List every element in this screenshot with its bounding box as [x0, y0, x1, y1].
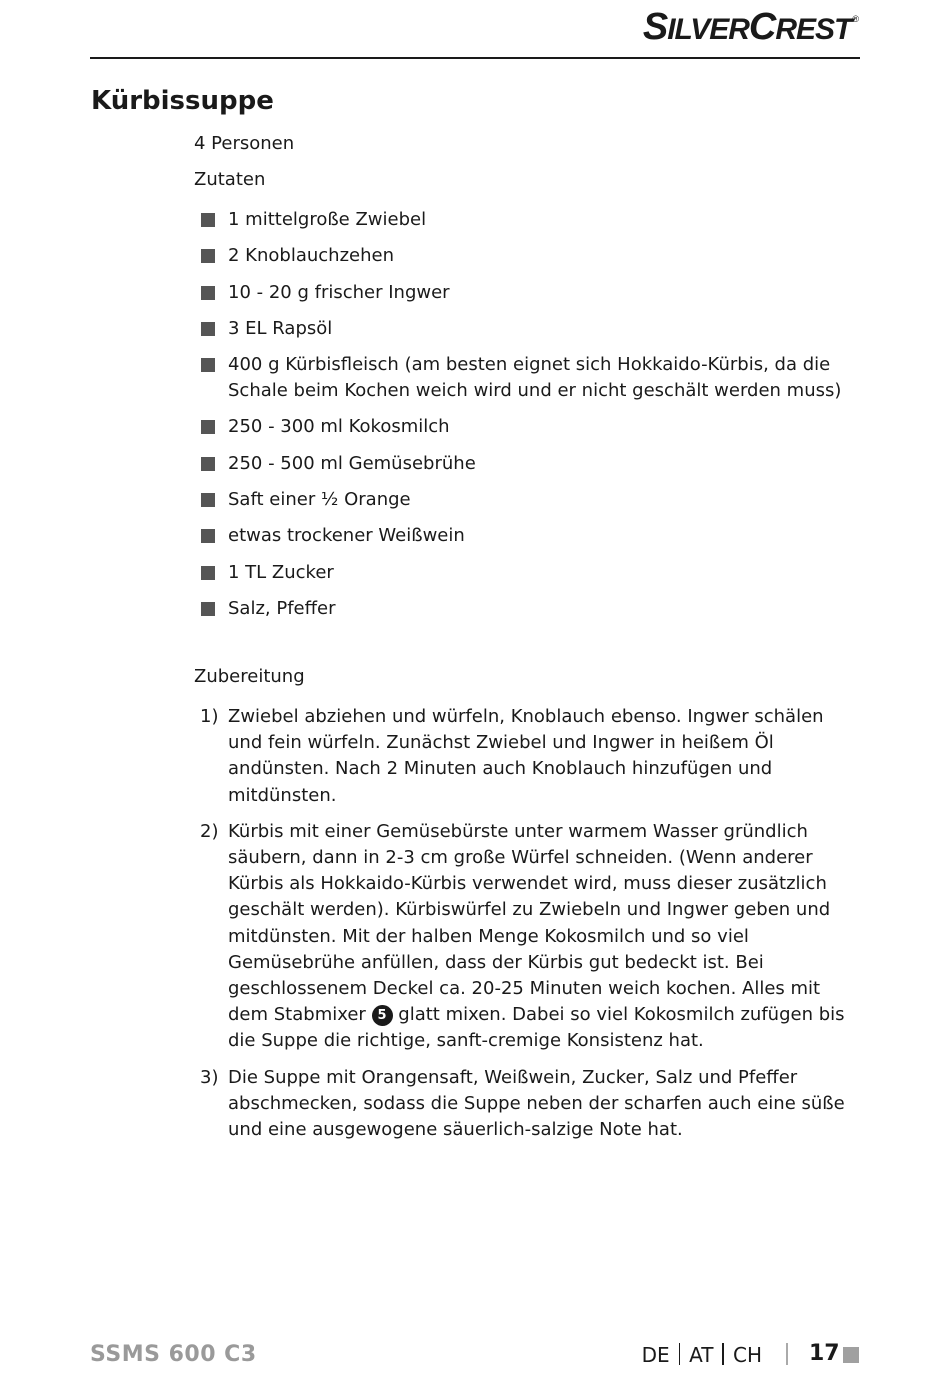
- preparation-heading: Zubereitung: [194, 666, 305, 687]
- ingredient-text: 10 - 20 g frischer Ingwer: [228, 281, 450, 303]
- registered-mark: ®: [852, 14, 858, 24]
- list-item: [194, 704, 860, 809]
- square-bullet-icon: [201, 493, 215, 507]
- step-number: 1): [200, 706, 219, 727]
- language-codes: [642, 1343, 762, 1367]
- square-bullet-icon: [201, 457, 215, 471]
- ingredient-text: etwas trockener Weißwein: [228, 525, 465, 547]
- list-item: [194, 560, 860, 586]
- ingredient-text: 250 - 300 ml Kokosmilch: [228, 416, 450, 438]
- part-reference-icon: 5: [372, 1005, 393, 1026]
- page-title: Kürbissuppe: [91, 86, 274, 116]
- page-number: 17: [809, 1341, 840, 1366]
- silvercrest-logo: SILVERCREST®: [642, 6, 858, 48]
- square-bullet-icon: [201, 358, 215, 372]
- step-text: Kürbis mit einer Gemüsebürste unter warmem Wasser gründlich säubern, dann in 2-3 cm große Würfel schneiden. (Wenn anderer Kürbis als Hokkaido-Kürbis verwendet wird, muss dieser zusätzlich geschält werden). Kürbiswürfel zu Zwiebeln und Ingwer geben und mitdünsten. Mit der halben Menge Kokosmilch und so viel Gemüsebrühe anfüllen, dass der Kürbis gut bedeckt ist. Bei geschlossenem Deckel ca. 20-25 Minuten weich kochen. Alles mit dem Stabmixer: [228, 820, 831, 1026]
- list-item: [194, 451, 860, 477]
- page-marker-icon: [843, 1347, 859, 1363]
- list-item: [194, 1065, 860, 1144]
- square-bullet-icon: [201, 322, 215, 336]
- header-rule: [90, 57, 860, 59]
- language-code: DE: [641, 1343, 670, 1367]
- list-item: [194, 280, 860, 306]
- preparation-steps: [194, 704, 860, 1153]
- servings: 4 Personen: [194, 133, 295, 154]
- list-item: [194, 414, 860, 440]
- ingredient-text: 400 g Kürbisfleisch (am besten eignet sich Hokkaido-Kürbis, da die Schale beim Kochen weich wird und er nicht geschält werden muss): [228, 354, 842, 402]
- ingredients-heading: Zutaten: [194, 169, 266, 190]
- square-bullet-icon: [201, 529, 215, 543]
- list-item: [194, 243, 860, 269]
- ingredient-text: 3 EL Rapsöl: [228, 317, 333, 339]
- square-bullet-icon: [201, 420, 215, 434]
- ingredients-list: [194, 207, 860, 632]
- ingredient-text: Salz, Pfeffer: [228, 597, 336, 619]
- ingredient-text: 250 - 500 ml Gemüsebrühe: [228, 452, 476, 474]
- list-item: [194, 207, 860, 233]
- list-item: [194, 596, 860, 622]
- step-text-continued: glatt mixen. Dabei so viel Kokosmilch zufügen bis die Suppe die richtige, sanft-cremige Konsistenz hat.: [228, 1004, 845, 1052]
- ingredient-text: 1 mittelgroße Zwiebel: [228, 209, 427, 230]
- step-text: Die Suppe mit Orangensaft, Weißwein, Zucker, Salz und Pfeffer abschmecken, sodass die Suppe neben der scharfen auch eine süße und eine ausgewogene säuerlich-salzige Note hat.: [228, 1066, 845, 1141]
- square-bullet-icon: [201, 602, 215, 616]
- list-item: [194, 316, 860, 342]
- square-bullet-icon: [201, 566, 215, 580]
- square-bullet-icon: [201, 213, 215, 227]
- step-text: Zwiebel abziehen und würfeln, Knoblauch ebenso. Ingwer schälen und fein würfeln. Zunächst Zwiebel und Ingwer in heißem Öl andünsten. Nach 2 Minuten auch Knoblauch hinzufügen und mitdünsten.: [228, 706, 824, 806]
- list-item: [194, 352, 860, 404]
- ingredient-text: 1 TL Zucker: [228, 561, 334, 583]
- footer-divider: [786, 1343, 788, 1365]
- step-number: 3): [200, 1066, 219, 1088]
- ingredient-text: Saft einer ½ Orange: [228, 489, 411, 511]
- separator: [679, 1343, 681, 1365]
- list-item: [194, 487, 860, 513]
- language-code: CH: [732, 1343, 762, 1367]
- square-bullet-icon: [201, 286, 215, 300]
- separator: [722, 1343, 724, 1365]
- model-number: SSMS 600 C3: [90, 1342, 257, 1367]
- language-code: AT: [689, 1343, 714, 1367]
- list-item: [194, 819, 860, 1055]
- step-number: 2): [200, 820, 219, 842]
- ingredient-text: 2 Knoblauchzehen: [228, 245, 394, 267]
- square-bullet-icon: [201, 249, 215, 263]
- list-item: [194, 523, 860, 549]
